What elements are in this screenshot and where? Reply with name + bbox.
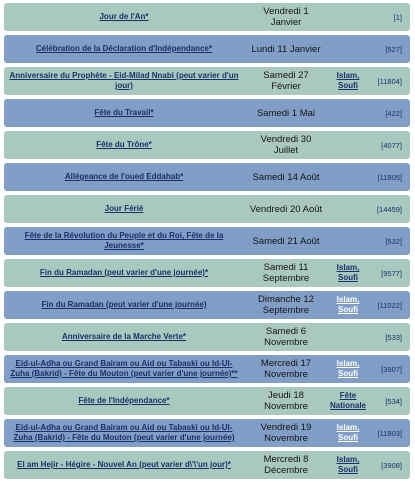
reference-id: [11805] bbox=[377, 172, 402, 182]
religion-links[interactable] bbox=[328, 71, 368, 91]
reference-id: [534] bbox=[385, 396, 402, 406]
holiday-date: Lundi 11 Janvier bbox=[251, 43, 321, 55]
holiday-name-link[interactable]: Jour Férié bbox=[104, 204, 144, 213]
holiday-name-link[interactable]: Fête de l'Indépendance* bbox=[78, 396, 170, 405]
religion-link[interactable]: Soufi bbox=[338, 81, 358, 90]
reference-id: [532] bbox=[385, 236, 402, 246]
holiday-date: Vendredi 30 Juillet bbox=[260, 134, 312, 156]
holiday-row bbox=[4, 195, 410, 223]
holiday-name-link[interactable]: Allégeance de l'oued Eddahab* bbox=[64, 172, 184, 181]
religion-link[interactable]: Islam, bbox=[336, 71, 360, 80]
holiday-name-link[interactable]: Fête du Trône* bbox=[96, 140, 152, 149]
religion-link[interactable]: Islam, bbox=[336, 295, 360, 304]
reference-id: [11022] bbox=[377, 300, 402, 310]
reference-id: [3907] bbox=[381, 364, 402, 374]
holiday-name-link[interactable]: Jour de l'An* bbox=[99, 12, 149, 21]
religion-links[interactable] bbox=[328, 423, 368, 443]
religion-links[interactable] bbox=[328, 295, 368, 315]
holiday-row bbox=[4, 99, 410, 127]
holiday-date: Vendredi 20 Août bbox=[249, 203, 323, 215]
religion-links[interactable] bbox=[328, 359, 368, 379]
holiday-date: Samedi 6 Novembre bbox=[264, 326, 308, 348]
holiday-name-link[interactable]: Fin du Ramadan (peut varier d'une journée) bbox=[41, 300, 207, 309]
religion-links[interactable] bbox=[328, 391, 368, 411]
holiday-row bbox=[4, 291, 410, 319]
holiday-date: Samedi 27 Février bbox=[263, 70, 309, 92]
holiday-name-link[interactable]: Fête de la Révolution du Peuple et du Roi, Fête de la Jeunesse* bbox=[24, 231, 224, 250]
religion-link[interactable]: Islam, bbox=[336, 359, 360, 368]
holiday-date: Mercredi 8 Décembre bbox=[263, 454, 309, 476]
holiday-name-link[interactable]: Fin du Ramadan (peut varier d'une journée)* bbox=[39, 268, 209, 277]
holiday-row bbox=[4, 3, 410, 31]
reference-id: [9577] bbox=[381, 268, 402, 278]
religion-link[interactable]: Soufi bbox=[338, 433, 358, 442]
reference-id: [422] bbox=[385, 108, 402, 118]
holiday-name-link[interactable]: Eid-ul-Adha ou Grand Bairam ou Aid ou Tabaski ou Id-Ul-Zuha (Bakrid) - Fête du Mouton (peut varier d'une journée) bbox=[13, 423, 235, 442]
holiday-name-link[interactable]: Eid-ul-Adha ou Grand Bairam ou Aid ou Tabaski ou Id-Ul-Zuha (Bakrid) - Fête du Mouton (peut varier d'une journée)** bbox=[10, 359, 238, 378]
reference-id: [11803] bbox=[377, 428, 402, 438]
holiday-row bbox=[4, 35, 410, 63]
holiday-name-link[interactable]: El am Hejir - Hégire - Nouvel An (peut varier d\'\'un jour)* bbox=[17, 460, 231, 469]
holiday-name-link[interactable]: Célébration de la Déclaration d'Indépendance* bbox=[35, 44, 213, 53]
reference-id: [1] bbox=[393, 12, 402, 22]
reference-id: [11804] bbox=[377, 76, 402, 86]
religion-link[interactable]: Soufi bbox=[338, 465, 358, 474]
religion-link[interactable]: Nationale bbox=[329, 401, 366, 410]
holiday-date: Vendredi 19 Novembre bbox=[260, 422, 312, 444]
holiday-date: Dimanche 12 Septembre bbox=[258, 294, 314, 316]
holiday-row bbox=[4, 131, 410, 159]
religion-link[interactable]: Fête bbox=[339, 391, 357, 400]
reference-id: [14459] bbox=[376, 204, 402, 214]
holiday-date: Samedi 21 Août bbox=[252, 235, 320, 247]
holiday-row bbox=[4, 355, 410, 383]
holiday-name-link[interactable]: Anniversaire du Prophète - Eid-Milad Nnabi (peut varier d'un jour) bbox=[9, 71, 239, 90]
holiday-date: Samedi 1 Mai bbox=[256, 107, 316, 119]
reference-id: [4077] bbox=[381, 140, 402, 150]
holiday-list bbox=[4, 3, 410, 483]
holiday-date: Samedi 11 Septembre bbox=[262, 262, 310, 284]
holiday-row bbox=[4, 323, 410, 351]
reference-id: [527] bbox=[385, 44, 402, 54]
religion-links[interactable] bbox=[328, 455, 368, 475]
reference-id: [3908] bbox=[381, 460, 402, 470]
religion-link[interactable]: Islam, bbox=[336, 263, 360, 272]
holiday-date: Mercredi 17 Novembre bbox=[260, 358, 312, 380]
holiday-row bbox=[4, 67, 410, 95]
reference-id: [533] bbox=[385, 332, 402, 342]
holiday-date: Jeudi 18 Novembre bbox=[264, 390, 308, 412]
religion-link[interactable]: Soufi bbox=[338, 305, 358, 314]
holiday-name-link[interactable]: Fête du Travail* bbox=[94, 108, 154, 117]
holiday-row bbox=[4, 419, 410, 447]
holiday-row bbox=[4, 387, 410, 415]
holiday-date: Samedi 14 Août bbox=[252, 171, 320, 183]
religion-link[interactable]: Islam, bbox=[336, 455, 360, 464]
religion-links[interactable] bbox=[328, 263, 368, 283]
holiday-date: Vendredi 1 Janvier bbox=[263, 6, 309, 28]
holiday-row bbox=[4, 451, 410, 479]
religion-link[interactable]: Soufi bbox=[338, 369, 358, 378]
holiday-row bbox=[4, 227, 410, 255]
holiday-row bbox=[4, 259, 410, 287]
holiday-name-link[interactable]: Anniversaire de la Marche Verte* bbox=[61, 332, 187, 341]
religion-link[interactable]: Soufi bbox=[338, 273, 358, 282]
religion-link[interactable]: Islam, bbox=[336, 423, 360, 432]
holiday-row bbox=[4, 163, 410, 191]
